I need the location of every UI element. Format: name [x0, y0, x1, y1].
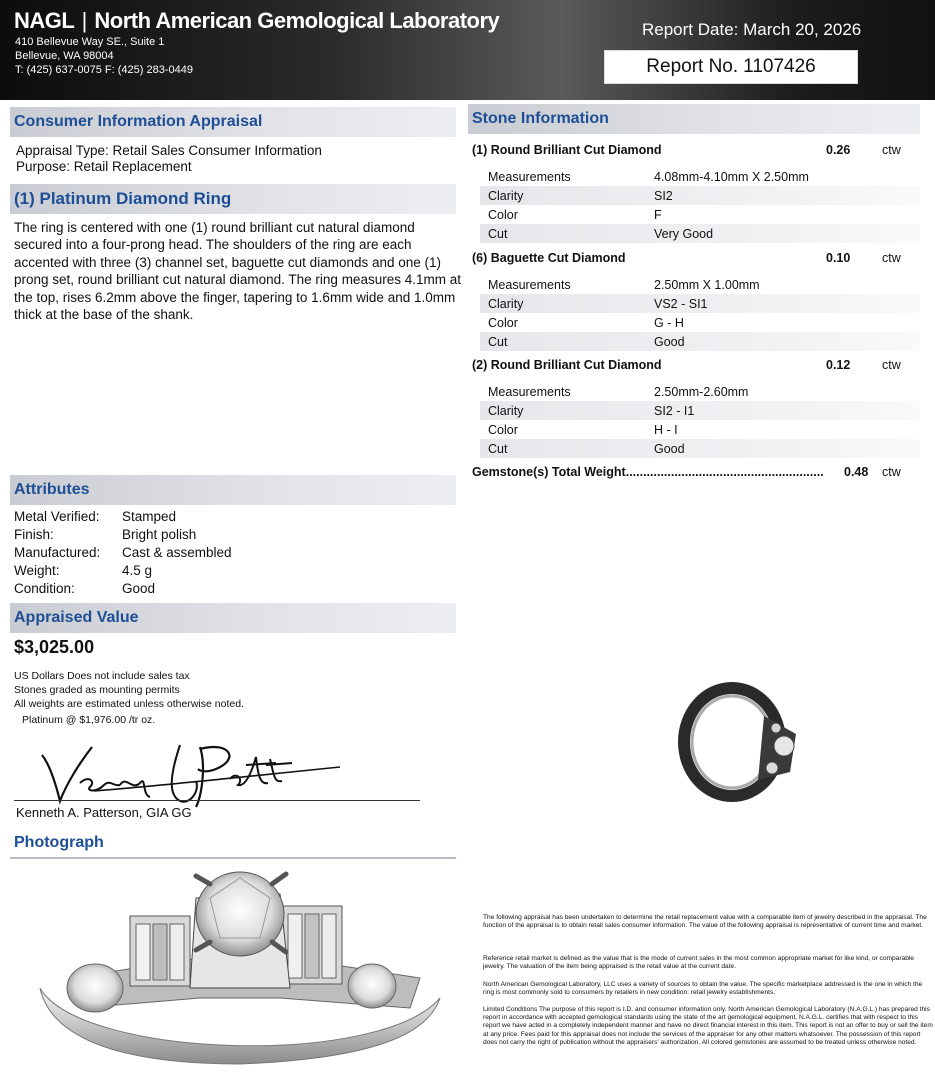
currency-note: US Dollars Does not include sales tax [14, 670, 190, 682]
appraiser-signature [30, 735, 350, 815]
stone-row: Color F [488, 207, 662, 222]
platinum-price: Platinum @ $1,976.00 /tr oz. [22, 714, 156, 726]
stone-row: Color H - I [488, 422, 678, 437]
attribute-row: Manufactured: Cast & assembled [14, 545, 232, 560]
disclaimer-paragraph-3: North American Gemological Laboratory, LLC uses a variety of sources to obtain the value. The specific marketplace addressed is the one in which the ring is most commonly sold to consumers by retailers in new condition: retail jewelry establishments. [483, 981, 923, 997]
stone-row: Measurements 2.50mm-2.60mm [488, 384, 749, 399]
appraisal-purpose: Purpose: Retail Replacement [16, 159, 192, 174]
stone-row: Clarity VS2 - SI1 [480, 294, 920, 313]
stone-row: Cut Good [480, 439, 920, 458]
stone-section-title: Stone Information [468, 104, 920, 134]
disclaimer-paragraph-1: The following appraisal has been undertaken to determine the retail replacement value with a comparable item of jewelry described in the appraisal. The function of the appraisal is to obtain retail sales consumer information. The value of the following appraisal is representative of current time and market. [483, 914, 927, 930]
grading-note: Stones graded as mounting permits [14, 684, 180, 696]
report-header [0, 0, 935, 100]
appraised-value: $3,025.00 [14, 637, 95, 657]
item-description: The ring is centered with one (1) round brilliant cut natural diamond secured into a four-prong head. The shoulders of the ring are each accented with three (3) channel set, baguette cut diamonds and one (1) prong set, round brilliant cut natural diamond. The ring measures 4.1mm at the top, rises 6.2mm above the finger, tapering to 1.6mm wide and 1.0mm thick at the base of the shank. [14, 220, 461, 323]
stone-row: Cut Very Good [480, 224, 920, 243]
stone-row: Cut Good [480, 332, 920, 351]
stone-row: Color G - H [488, 315, 684, 330]
address-line-2: Bellevue, WA 98004 [15, 50, 114, 62]
address-line-1: 410 Bellevue Way SE., Suite 1 [15, 36, 165, 48]
attribute-row: Metal Verified: Stamped [14, 509, 177, 524]
report-date: Report Date: March 20, 2026 [642, 20, 862, 39]
attribute-row: Condition: Good [14, 581, 156, 596]
stone-row: Clarity SI2 - I1 [480, 401, 920, 420]
stone-row: Measurements 2.50mm X 1.00mm [488, 277, 760, 292]
stone-group-header: (6) Baguette Cut Diamond 0.10 ctw [472, 251, 901, 265]
lab-name: NAGL | North American Gemological Laboratory [14, 8, 500, 33]
attribute-row: Finish: Bright polish [14, 527, 197, 542]
appraised-section-title: Appraised Value [10, 603, 456, 633]
report-number: Report No. 1107426 [604, 50, 858, 84]
disclaimer-paragraph-4: Limited Conditions The purpose of this report is I.D. and consumer information only. North American Gemological Laboratory (N.A.G.L.) has prepared this report in accordance with accepted gemological standards using the state of the art gemological equipment. N.A.G.L. certifies that with respect to this report we have acted in a completely independent manner and have no direct financial interest in this item. This report is not an offer to buy or sell the item at any price. Fees paid for this appraisal does not include the services of the appraiser for any other matters whatsoever. The possession of this report does not carry the right of publication without the appraisers' authorization. All colored gemstones are assumed to be treated unless otherwise noted. [483, 1006, 933, 1046]
attributes-section-title: Attributes [10, 475, 456, 505]
stone-group-header: (1) Round Brilliant Cut Diamond 0.26 ctw [472, 143, 901, 157]
appraiser-name: Kenneth A. Patterson, GIA GG [16, 805, 192, 820]
weight-note: All weights are estimated unless otherwise noted. [14, 698, 244, 710]
stone-row: Measurements 4.08mm-4.10mm X 2.50mm [488, 169, 809, 184]
photograph-section-title: Photograph [10, 829, 456, 859]
stone-group-header: (2) Round Brilliant Cut Diamond 0.12 ctw [472, 358, 901, 372]
stone-row: Clarity SI2 [480, 186, 920, 205]
ring-photograph [0, 858, 462, 1080]
total-weight-row: Gemstone(s) Total Weight......................................................... 0.48 ctw [472, 465, 901, 479]
signature-line [14, 800, 420, 801]
ring-side-photo [672, 676, 812, 806]
phone-line: T: (425) 637-0075 F: (425) 283-0449 [15, 64, 193, 76]
consumer-section-title: Consumer Information Appraisal [10, 107, 456, 137]
disclaimer-paragraph-2: Reference retail market is defined as the value that is the mode of current sales in the most common appropriate market for like kind, or comparable jewelry. The valuation of the item being appraised is the retail value at the current date. [483, 955, 914, 971]
appraisal-type: Appraisal Type: Retail Sales Consumer Information [16, 143, 322, 158]
item-title: (1) Platinum Diamond Ring [10, 184, 456, 214]
attribute-row: Weight: 4.5 g [14, 563, 153, 578]
